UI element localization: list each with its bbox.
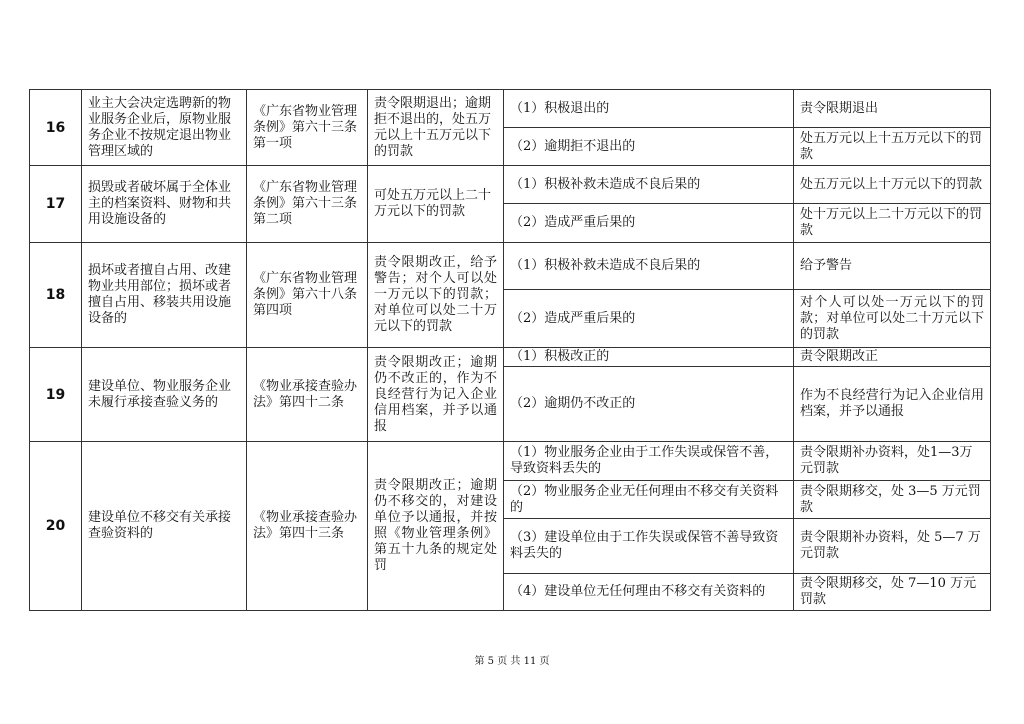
penalty-provision: 责令限期改正；逾期仍不改正的，作为不良经营行为记入企业信用档案，并予以通报: [368, 348, 504, 442]
violation-behavior: 建设单位不移交有关承接查验资料的: [82, 442, 247, 611]
table-row: [30, 243, 991, 290]
penalty-table: [29, 89, 991, 611]
row-number: 20: [30, 442, 82, 611]
legal-basis: 《广东省物业管理条例》第六十八条第四项: [247, 243, 368, 348]
violation-behavior: 损坏或者擅自占用、改建物业共用部位；损坏或者擅自占用、移装共用设施设备的: [82, 243, 247, 348]
table-row: [30, 348, 991, 367]
circumstance: （2）造成严重后果的: [504, 290, 794, 348]
penalty-provision: 责令限期退出；逾期拒不退出的，处五万元以上十五万元以下的罚款: [368, 90, 504, 166]
table-row: [30, 442, 991, 481]
row-number: 17: [30, 166, 82, 243]
total-pages: 11: [523, 656, 537, 667]
row-number: 18: [30, 243, 82, 348]
penalty-provision: 责令限期改正；逾期仍不移交的，对建设单位予以通报，并按照《物业管理条例》第五十九条的规定处罚: [368, 442, 504, 611]
page-footer: [0, 652, 1024, 667]
row-number: 16: [30, 90, 82, 166]
penalty-standard: 给予警告: [794, 243, 991, 290]
penalty-standard: 责令限期改正: [794, 348, 991, 367]
circumstance: （1）积极补救未造成不良后果的: [504, 243, 794, 290]
penalty-standard: 处十万元以上二十万元以下的罚款: [794, 204, 991, 243]
penalty-standard: 对个人可以处一万元以下的罚款；对单位可以处二十万元以下的罚款: [794, 290, 991, 348]
violation-behavior: 业主大会决定选聘新的物业服务企业后，原物业服务企业不按规定退出物业管理区域的: [82, 90, 247, 166]
circumstance: （1）积极改正的: [504, 348, 794, 367]
table-row: [30, 90, 991, 128]
penalty-provision: 责令限期改正，给予警告；对个人可以处一万元以下的罚款；对单位可以处二十万元以下的罚款: [368, 243, 504, 348]
current-page-number: 5: [487, 656, 495, 667]
penalty-standard: 责令限期补办资料，处1—3万元罚款: [794, 442, 991, 481]
circumstance: （1）积极补救未造成不良后果的: [504, 166, 794, 204]
table-row: [30, 166, 991, 204]
penalty-standard: 责令限期退出: [794, 90, 991, 128]
legal-basis: 《物业承接查验办法》第四十二条: [247, 348, 368, 442]
legal-basis: 《广东省物业管理条例》第六十三条第二项: [247, 166, 368, 243]
violation-behavior: 损毁或者破坏属于全体业主的档案资料、财物和共用设施设备的: [82, 166, 247, 243]
footer-suffix: 页: [539, 656, 550, 667]
footer-mid: 页 共: [497, 656, 521, 667]
circumstance: （2）造成严重后果的: [504, 204, 794, 243]
legal-basis: 《广东省物业管理条例》第六十三条第一项: [247, 90, 368, 166]
circumstance: （2）逾期拒不退出的: [504, 128, 794, 166]
circumstance: （3）建设单位由于工作失误或保管不善导致资料丢失的: [504, 519, 794, 574]
circumstance: （4）建设单位无任何理由不移交有关资料的: [504, 574, 794, 611]
penalty-standard: 处五万元以上十五万元以下的罚款: [794, 128, 991, 166]
legal-basis: 《物业承接查验办法》第四十三条: [247, 442, 368, 611]
violation-behavior: 建设单位、物业服务企业未履行承接查验义务的: [82, 348, 247, 442]
circumstance: （2）逾期仍不改正的: [504, 367, 794, 442]
penalty-standard: 作为不良经营行为记入企业信用档案，并予以通报: [794, 367, 991, 442]
penalty-standard: 责令限期补办资料，处 5—7 万元罚款: [794, 519, 991, 574]
penalty-standard: 责令限期移交，处 3—5 万元罚款: [794, 481, 991, 519]
circumstance: （1）积极退出的: [504, 90, 794, 128]
circumstance: （1）物业服务企业由于工作失误或保管不善，导致资料丢失的: [504, 442, 794, 481]
penalty-standard: 责令限期移交，处 7—10 万元罚款: [794, 574, 991, 611]
penalty-standard: 处五万元以上十万元以下的罚款: [794, 166, 991, 204]
footer-prefix: 第: [474, 656, 485, 667]
row-number: 19: [30, 348, 82, 442]
circumstance: （2）物业服务企业无任何理由不移交有关资料的: [504, 481, 794, 519]
penalty-provision: 可处五万元以上二十万元以下的罚款: [368, 166, 504, 243]
